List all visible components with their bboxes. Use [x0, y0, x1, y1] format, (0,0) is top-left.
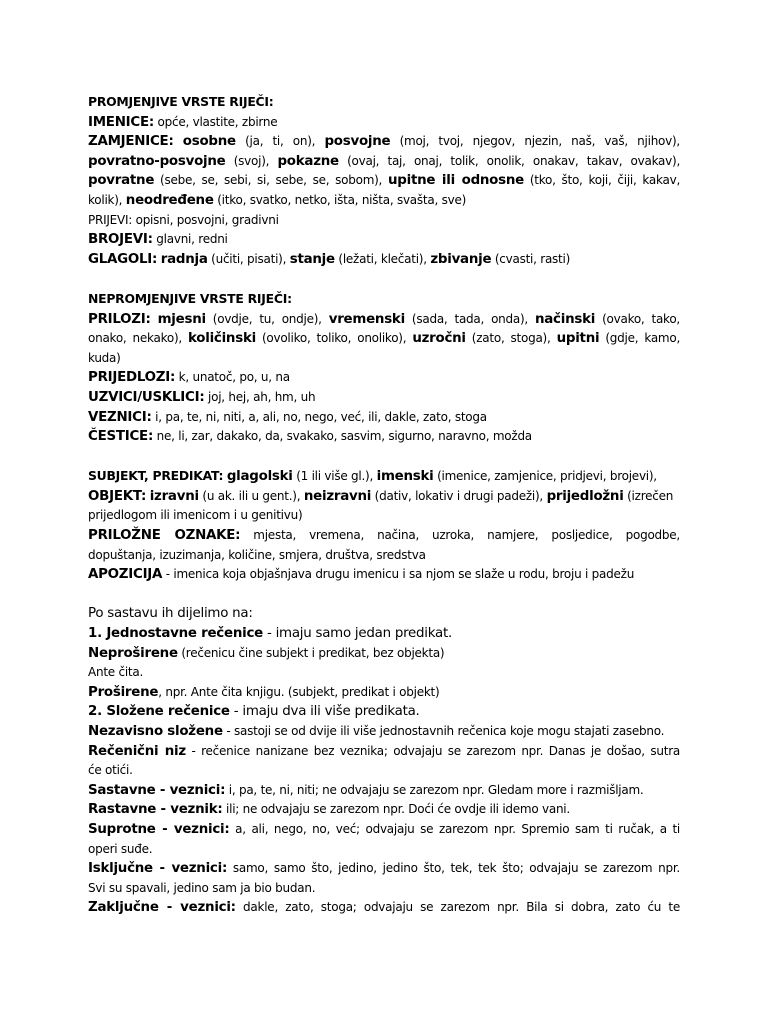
bold-term: vremenski — [328, 311, 405, 327]
text-segment: Po sastavu ih dijelimo na: — [88, 606, 253, 622]
text-segment: - imenica koja objašnjava drugu imenicu i sa njom se slaže u rodu, broju i padežu — [162, 567, 635, 582]
text-segment: k, unatoč, po, u, na — [175, 370, 290, 385]
text-segment: onako, nekako), — [88, 331, 188, 346]
text-segment: (ovako, tako, — [595, 311, 680, 326]
text-line — [88, 230, 680, 250]
text-segment: (ovoliko, toliko, onoliko), — [255, 331, 413, 346]
bold-term: pokazne — [277, 153, 339, 169]
bold-term: Nezavisno složene — [88, 724, 223, 739]
bold-term: povratne — [88, 173, 155, 189]
text-segment: kuda) — [88, 350, 121, 365]
bold-term: Suprotne - veznici: — [88, 821, 230, 837]
text-segment: mjesta, vremena, načina, uzroka, namjere, posljedice, pogodbe, — [240, 528, 680, 543]
text-segment: (dativ, lokativ i drugi padeži), — [371, 488, 547, 503]
blank-line — [88, 447, 680, 467]
text-segment: - sastoji se od dvije ili više jednostavnih rečenica koje mogu stajati zasebno. — [222, 724, 665, 738]
text-segment: operi suđe. — [88, 841, 153, 856]
text-line — [88, 624, 680, 644]
text-line — [88, 191, 680, 211]
text-segment: Ante čita. — [88, 665, 144, 680]
text-line — [88, 604, 680, 624]
text-segment: (itko, svatko, netko, išta, ništa, svašta, sve) — [213, 192, 467, 207]
text-line — [88, 92, 680, 113]
text-line — [88, 132, 680, 152]
text-line — [88, 683, 680, 703]
bold-term: PRILOŽNE OZNAKE: — [88, 528, 241, 544]
text-line — [88, 408, 680, 428]
text-segment: opisni, posvojni, gradivni — [132, 212, 279, 227]
text-line — [88, 171, 680, 191]
text-line — [88, 840, 680, 860]
text-line — [88, 644, 680, 664]
text-line — [88, 349, 680, 369]
bold-term: IMENICE: — [88, 114, 154, 130]
bold-term: količinski — [187, 331, 256, 347]
bold-term: neodređene — [125, 192, 214, 208]
bold-term: radnja — [160, 251, 208, 267]
text-line — [88, 466, 680, 487]
text-segment: (cvasti, rasti) — [491, 251, 571, 266]
bold-term: Rečenični niz — [88, 743, 186, 759]
text-segment: prijedlogom ili imenicom i u genitivu) — [88, 508, 303, 523]
text-segment: joj, hej, ah, hm, uh — [204, 389, 316, 404]
bold-term: imenski — [376, 469, 434, 485]
text-segment: (ja, ti, on), — [235, 134, 325, 149]
text-segment: (moj, tvoj, njegov, njezin, naš, vaš, njihov), — [390, 134, 680, 149]
text-line — [88, 663, 680, 683]
text-line — [88, 289, 680, 310]
text-segment: Svi su spavali, jedino sam ja bio budan. — [88, 880, 316, 895]
text-line — [88, 879, 680, 899]
bold-term: neizravni — [303, 488, 372, 504]
bold-term: Neproširene — [88, 645, 178, 661]
text-segment: , npr. Ante čita knjigu. (subjekt, predikat i objekt) — [158, 684, 440, 699]
text-segment: (imenice, zamjenice, pridjevi, brojevi), — [433, 469, 657, 484]
text-segment: dakle, zato, stoga; odvajaju se zarezom npr. Bila si dobra, zato ću te — [235, 900, 680, 915]
text-line — [88, 506, 680, 526]
bold-term: PRILOZI: — [88, 311, 151, 327]
bold-term: zbivanje — [430, 251, 492, 267]
text-segment: kolik), — [88, 192, 126, 207]
text-line — [88, 742, 680, 762]
text-line — [88, 113, 680, 133]
text-line — [88, 211, 680, 231]
bold-term: osobne — [182, 134, 236, 150]
text-segment: ne, li, zar, dakako, da, svakako, sasvim, sigurno, naravno, možda — [153, 429, 532, 444]
text-segment: (ovaj, taj, onaj, tolik, onolik, onakav, takav, ovakav), — [338, 153, 681, 168]
text-segment: opće, vlastite, zbirne — [153, 114, 278, 129]
text-line — [88, 546, 680, 566]
bold-term: glagolski — [226, 469, 293, 485]
text-segment: a, ali, nego, no, već; odvajaju se zarezom npr. Spremio sam ti ručak, a ti — [229, 821, 680, 836]
bold-term: povratno-posvojne — [88, 153, 226, 169]
bold-term: prijedložni — [546, 488, 624, 504]
text-line — [88, 702, 680, 722]
blank-line — [88, 585, 680, 605]
text-segment: (rečenicu čine subjekt i predikat, bez objekta) — [177, 645, 445, 660]
text-line — [88, 250, 680, 270]
bold-term: upitne ili odnosne — [387, 173, 524, 189]
bold-term: stanje — [289, 251, 335, 267]
bold-term: Rastavne - veznik: — [88, 802, 223, 818]
bold-term: ZAMJENICE: — [88, 134, 174, 150]
text-segment: (ležati, klečati), — [334, 251, 431, 266]
blank-line — [88, 269, 680, 289]
bold-term: SUBJEKT, PREDIKAT: — [88, 468, 224, 484]
text-segment — [151, 312, 158, 326]
text-line — [88, 859, 680, 879]
bold-term: UZVICI/USKLICI: — [88, 389, 205, 405]
bold-term: Proširene — [88, 684, 159, 700]
bold-term: GLAGOLI: — [88, 251, 158, 267]
text-line — [88, 800, 680, 820]
text-segment: samo, samo što, jedino, jedino što, tek, tek što; odvajaju se zarezom npr. — [227, 861, 680, 876]
text-segment: - imaju samo jedan predikat. — [262, 626, 452, 642]
text-line — [88, 820, 680, 840]
bold-term: Zaključne - veznici: — [88, 900, 236, 916]
bold-term: mjesni — [157, 311, 206, 327]
text-segment: glavni, redni — [152, 232, 228, 247]
bold-term: izravni — [149, 488, 199, 504]
bold-term: PROMJENJIVE VRSTE RIJEČI: — [88, 94, 274, 109]
text-line — [88, 722, 680, 742]
text-segment: i, pa, te, ni, niti; ne odvajaju se zarezom npr. Gledam more i razmišljam. — [225, 782, 644, 797]
bold-term: NEPROMJENJIVE VRSTE RIJEČI: — [88, 290, 292, 306]
text-line — [88, 310, 680, 330]
text-line — [88, 565, 680, 585]
text-segment: (svoj), — [225, 153, 278, 168]
text-segment — [174, 134, 183, 148]
text-line — [88, 368, 680, 388]
text-segment: - rečenice nanizane bez veznika; odvajaju se zarezom npr. Danas je došao, sutra — [185, 743, 680, 758]
text-line — [88, 898, 680, 918]
text-line — [88, 388, 680, 408]
text-line — [88, 781, 680, 801]
text-segment: (zato, stoga), — [465, 331, 557, 346]
text-segment: (izrečen — [623, 488, 674, 503]
text-segment: PRIJEVI: — [88, 212, 133, 227]
text-segment: (tko, što, koji, čiji, kakav, — [523, 173, 681, 188]
text-segment: (gdje, kamo, — [599, 331, 681, 346]
text-segment: (učiti, pisati), — [207, 251, 290, 266]
text-line — [88, 427, 680, 447]
bold-term: 2. Složene rečenice — [88, 704, 230, 720]
bold-term: načinski — [534, 311, 596, 327]
text-segment: i, pa, te, ni, niti, a, ali, no, nego, već, ili, dakle, zato, stoga — [151, 409, 487, 424]
text-segment: (sebe, se, sebi, si, sebe, se, sobom), — [154, 173, 388, 188]
text-line — [88, 329, 680, 349]
bold-term: Isključne - veznici: — [88, 861, 228, 877]
bold-term: Sastavne - veznici: — [88, 782, 226, 798]
bold-term: upitni — [556, 331, 600, 347]
text-line — [88, 152, 680, 172]
text-segment: ili; ne odvajaju se zarezom npr. Doći će ovdje ili idemo vani. — [222, 802, 570, 817]
text-segment: dopuštanja, izuzimanja, količine, smjera, društva, sredstva — [88, 547, 426, 562]
bold-term: PRIJEDLOZI: — [88, 370, 176, 386]
text-segment: (u ak. ili u gent.), — [198, 488, 304, 503]
text-segment: (ovdje, tu, ondje), — [205, 311, 329, 326]
text-segment: (sada, tada, onda), — [404, 311, 535, 326]
bold-term: APOZICIJA — [88, 567, 163, 583]
bold-term: 1. Jednostavne rečenice — [88, 626, 263, 642]
text-segment: će otići. — [88, 763, 133, 778]
bold-term: BROJEVI: — [88, 232, 153, 248]
bold-term: ČESTICE: — [88, 429, 154, 445]
text-line — [88, 526, 680, 546]
bold-term: OBJEKT: — [88, 488, 147, 504]
bold-term: posvojne — [324, 134, 391, 150]
text-line — [88, 761, 680, 781]
text-segment: - imaju dva ili više predikata. — [229, 704, 420, 720]
bold-term: VEZNICI: — [88, 409, 152, 425]
text-line — [88, 487, 680, 507]
bold-term: uzročni — [412, 331, 466, 347]
text-segment: (1 ili više gl.), — [292, 469, 377, 484]
